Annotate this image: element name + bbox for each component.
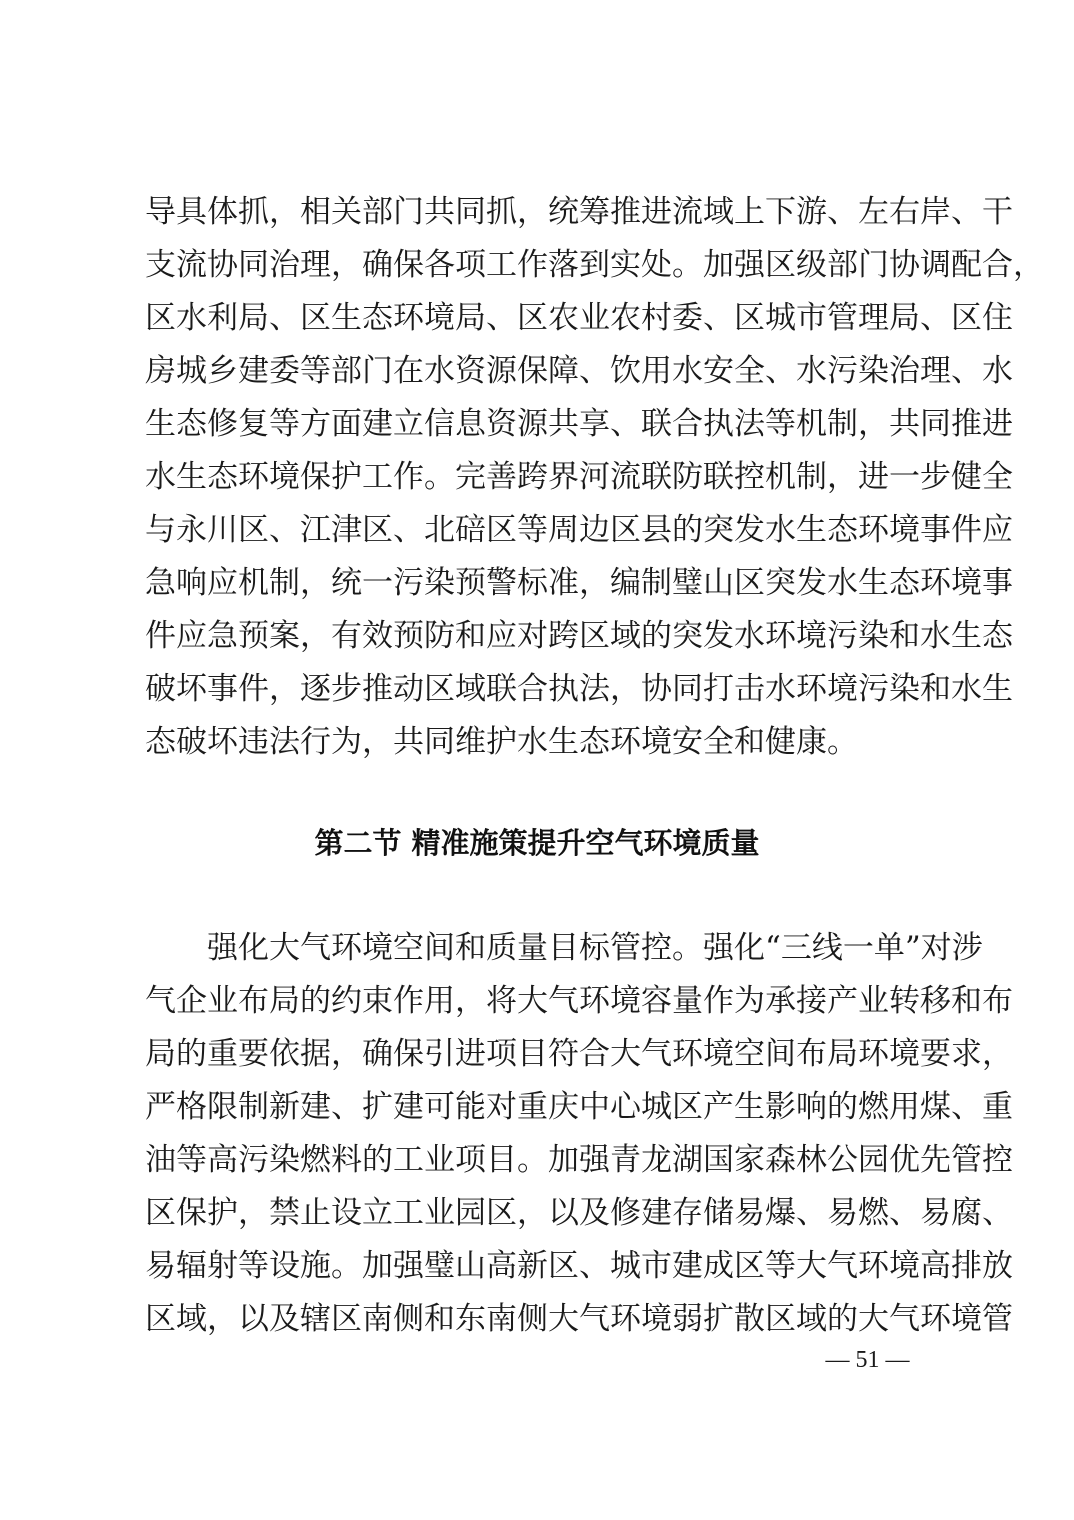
text-line: 态破坏违法行为，共同维护水生态环境安全和健康。	[145, 724, 858, 760]
text-line: 易辐射等设施。加强璧山高新区、城市建成区等大气环境高排放	[145, 1248, 1013, 1284]
text-line: 急响应机制，统一污染预警标准，编制璧山区突发水生态环境事	[145, 565, 1013, 601]
text-line: 支流协同治理，确保各项工作落到实处。加强区级部门协调配合，	[145, 247, 1044, 283]
text-line: 气企业布局的约束作用，将大气环境容量作为承接产业转移和布	[145, 983, 1013, 1019]
text-line: 区域，以及辖区南侧和东南侧大气环境弱扩散区域的大气环境管	[145, 1301, 1013, 1337]
section-title: 第二节 精准施策提升空气环境质量	[314, 826, 760, 860]
text-line: 强化大气环境空间和质量目标管控。强化“三线一单”对涉	[207, 930, 983, 966]
text-line: 区保护，禁止设立工业园区，以及修建存储易爆、易燃、易腐、	[145, 1195, 1013, 1231]
page-number: — 51 —	[825, 1347, 910, 1373]
text-line: 局的重要依据，确保引进项目符合大气环境空间布局环境要求，	[145, 1036, 1013, 1072]
text-line: 房城乡建委等部门在水资源保障、饮用水安全、水污染治理、水	[145, 353, 1013, 389]
text-line: 件应急预案，有效预防和应对跨区域的突发水环境污染和水生态	[145, 618, 1013, 654]
text-line: 严格限制新建、扩建可能对重庆中心城区产生影响的燃用煤、重	[145, 1089, 1013, 1125]
text-line: 破坏事件，逐步推动区域联合执法，协同打击水环境污染和水生	[145, 671, 1013, 707]
text-line: 油等高污染燃料的工业项目。加强青龙湖国家森林公园优先管控	[145, 1142, 1013, 1178]
text-line: 区水利局、区生态环境局、区农业农村委、区城市管理局、区住	[145, 300, 1013, 336]
text-line: 与永川区、江津区、北碚区等周边区县的突发水生态环境事件应	[145, 512, 1013, 548]
text-line: 水生态环境保护工作。完善跨界河流联防联控机制，进一步健全	[145, 459, 1013, 495]
text-line: 导具体抓，相关部门共同抓，统筹推进流域上下游、左右岸、干	[145, 194, 1013, 230]
text-line: 生态修复等方面建立信息资源共享、联合执法等机制，共同推进	[145, 406, 1013, 442]
